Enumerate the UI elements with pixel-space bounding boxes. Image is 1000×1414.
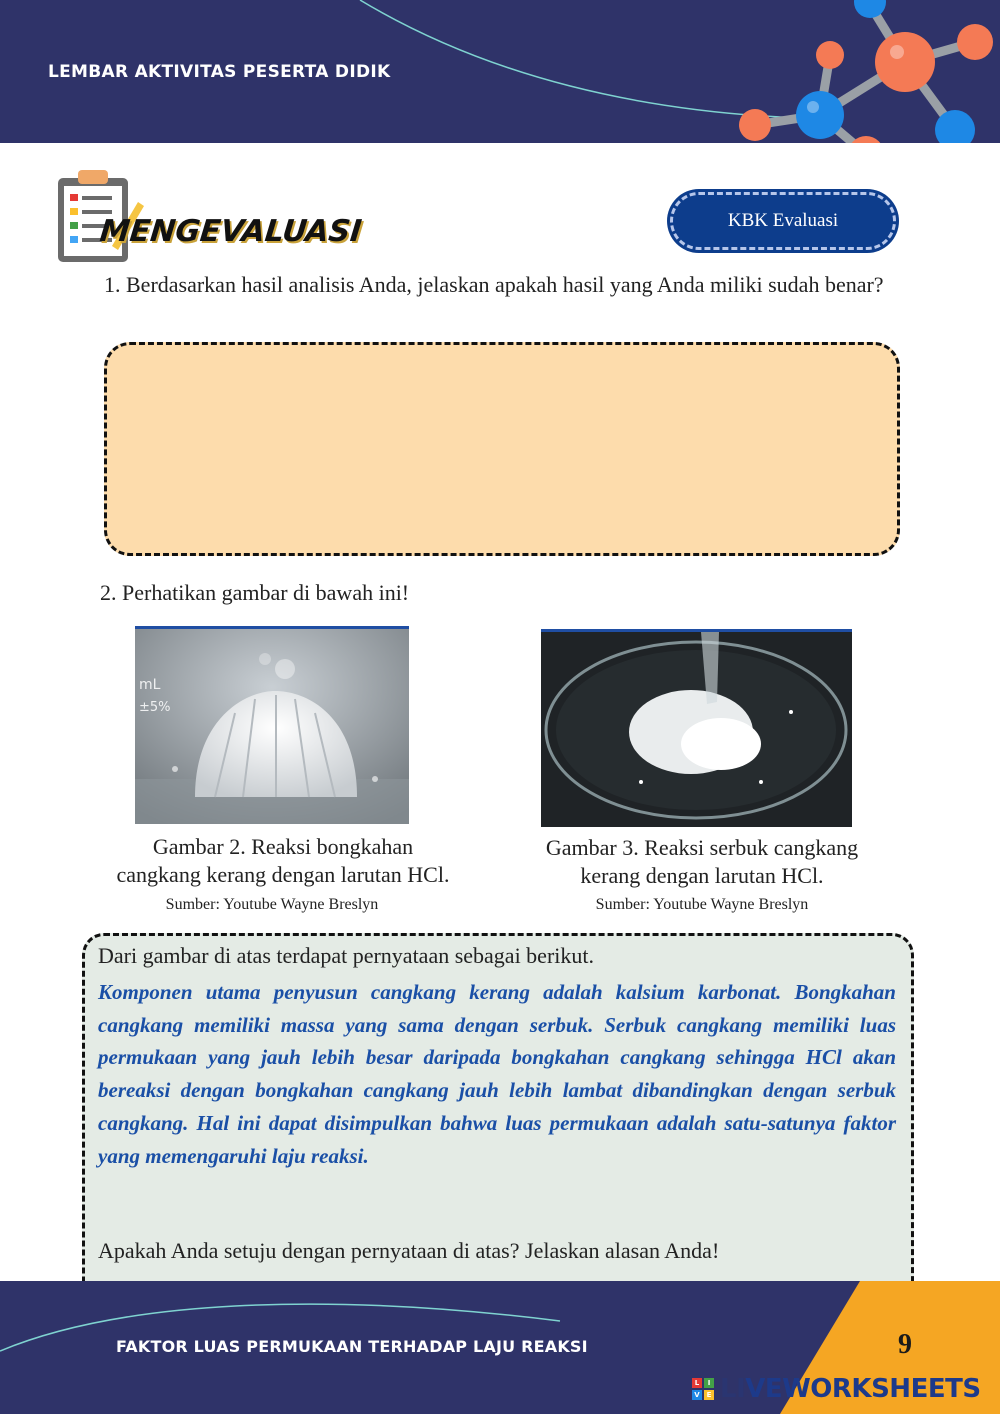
figure-3-caption: Gambar 3. Reaksi serbuk cangkang kerang dengan larutan HCl. bbox=[545, 835, 859, 888]
question-1-text: 1. Berdasarkan hasil analisis Anda, jelaskan apakah hasil yang Anda miliki sudah benar? bbox=[104, 272, 884, 297]
section-title: MENGEVALUASI bbox=[98, 214, 364, 249]
photo-shell-powder-reaction bbox=[541, 629, 852, 827]
statement-body: Komponen utama penyusun cangkang kerang adalah kalsium karbonat. Bongkahan cangkang memiliki massa yang sama dengan serbuk. Serbuk cangkang memiliki luas permukaan yang jauh lebih besar daripada bongkahan cangkang sehingga HCl akan bereaksi dengan bongkahan cangkang jauh lebih lambat dibandingkan dengan serbuk cangkang. Hal ini dapat disimpulkan bahwa luas permukaan adalah satu-satunya faktor yang memengaruhi laju reaksi. bbox=[98, 980, 896, 1168]
answer-input-box-1[interactable] bbox=[104, 342, 900, 556]
figure-2-caption: Gambar 2. Reaksi bongkahan cangkang kerang dengan larutan HCl. bbox=[116, 834, 450, 887]
statement-intro: Dari gambar di atas terdapat pernyataan sebagai berikut. bbox=[98, 943, 594, 968]
svg-text:mL: mL bbox=[139, 677, 161, 693]
page-footer bbox=[0, 1281, 1000, 1414]
liveworksheets-text: LIVEWORKSHEETS bbox=[720, 1374, 981, 1404]
figure-2-source: Sumber: Youtube Wayne Breslyn bbox=[165, 896, 379, 913]
question-2-text: 2. Perhatikan gambar di bawah ini! bbox=[100, 580, 410, 605]
liveworksheets-logo[interactable] bbox=[692, 1371, 981, 1407]
statement-question: Apakah Anda setuju dengan pernyataan di atas? Jelaskan alasan Anda! bbox=[98, 1238, 720, 1263]
photo-shell-chunk-reaction bbox=[135, 626, 409, 824]
page-number: 9 bbox=[898, 1329, 912, 1360]
footer-title: FAKTOR LUAS PERMUKAAN TERHADAP LAJU REAKSI bbox=[116, 1337, 588, 1356]
kbk-evaluasi-badge: KBK Evaluasi bbox=[670, 192, 896, 250]
liveworksheets-tiles-icon: L I V E bbox=[692, 1378, 714, 1400]
svg-text:±5%: ±5% bbox=[139, 700, 171, 715]
figure-3-source: Sumber: Youtube Wayne Breslyn bbox=[595, 896, 809, 913]
header-title: LEMBAR AKTIVITAS PESERTA DIDIK bbox=[48, 62, 391, 82]
molecule-icon bbox=[739, 0, 993, 143]
page-header bbox=[0, 0, 1000, 143]
